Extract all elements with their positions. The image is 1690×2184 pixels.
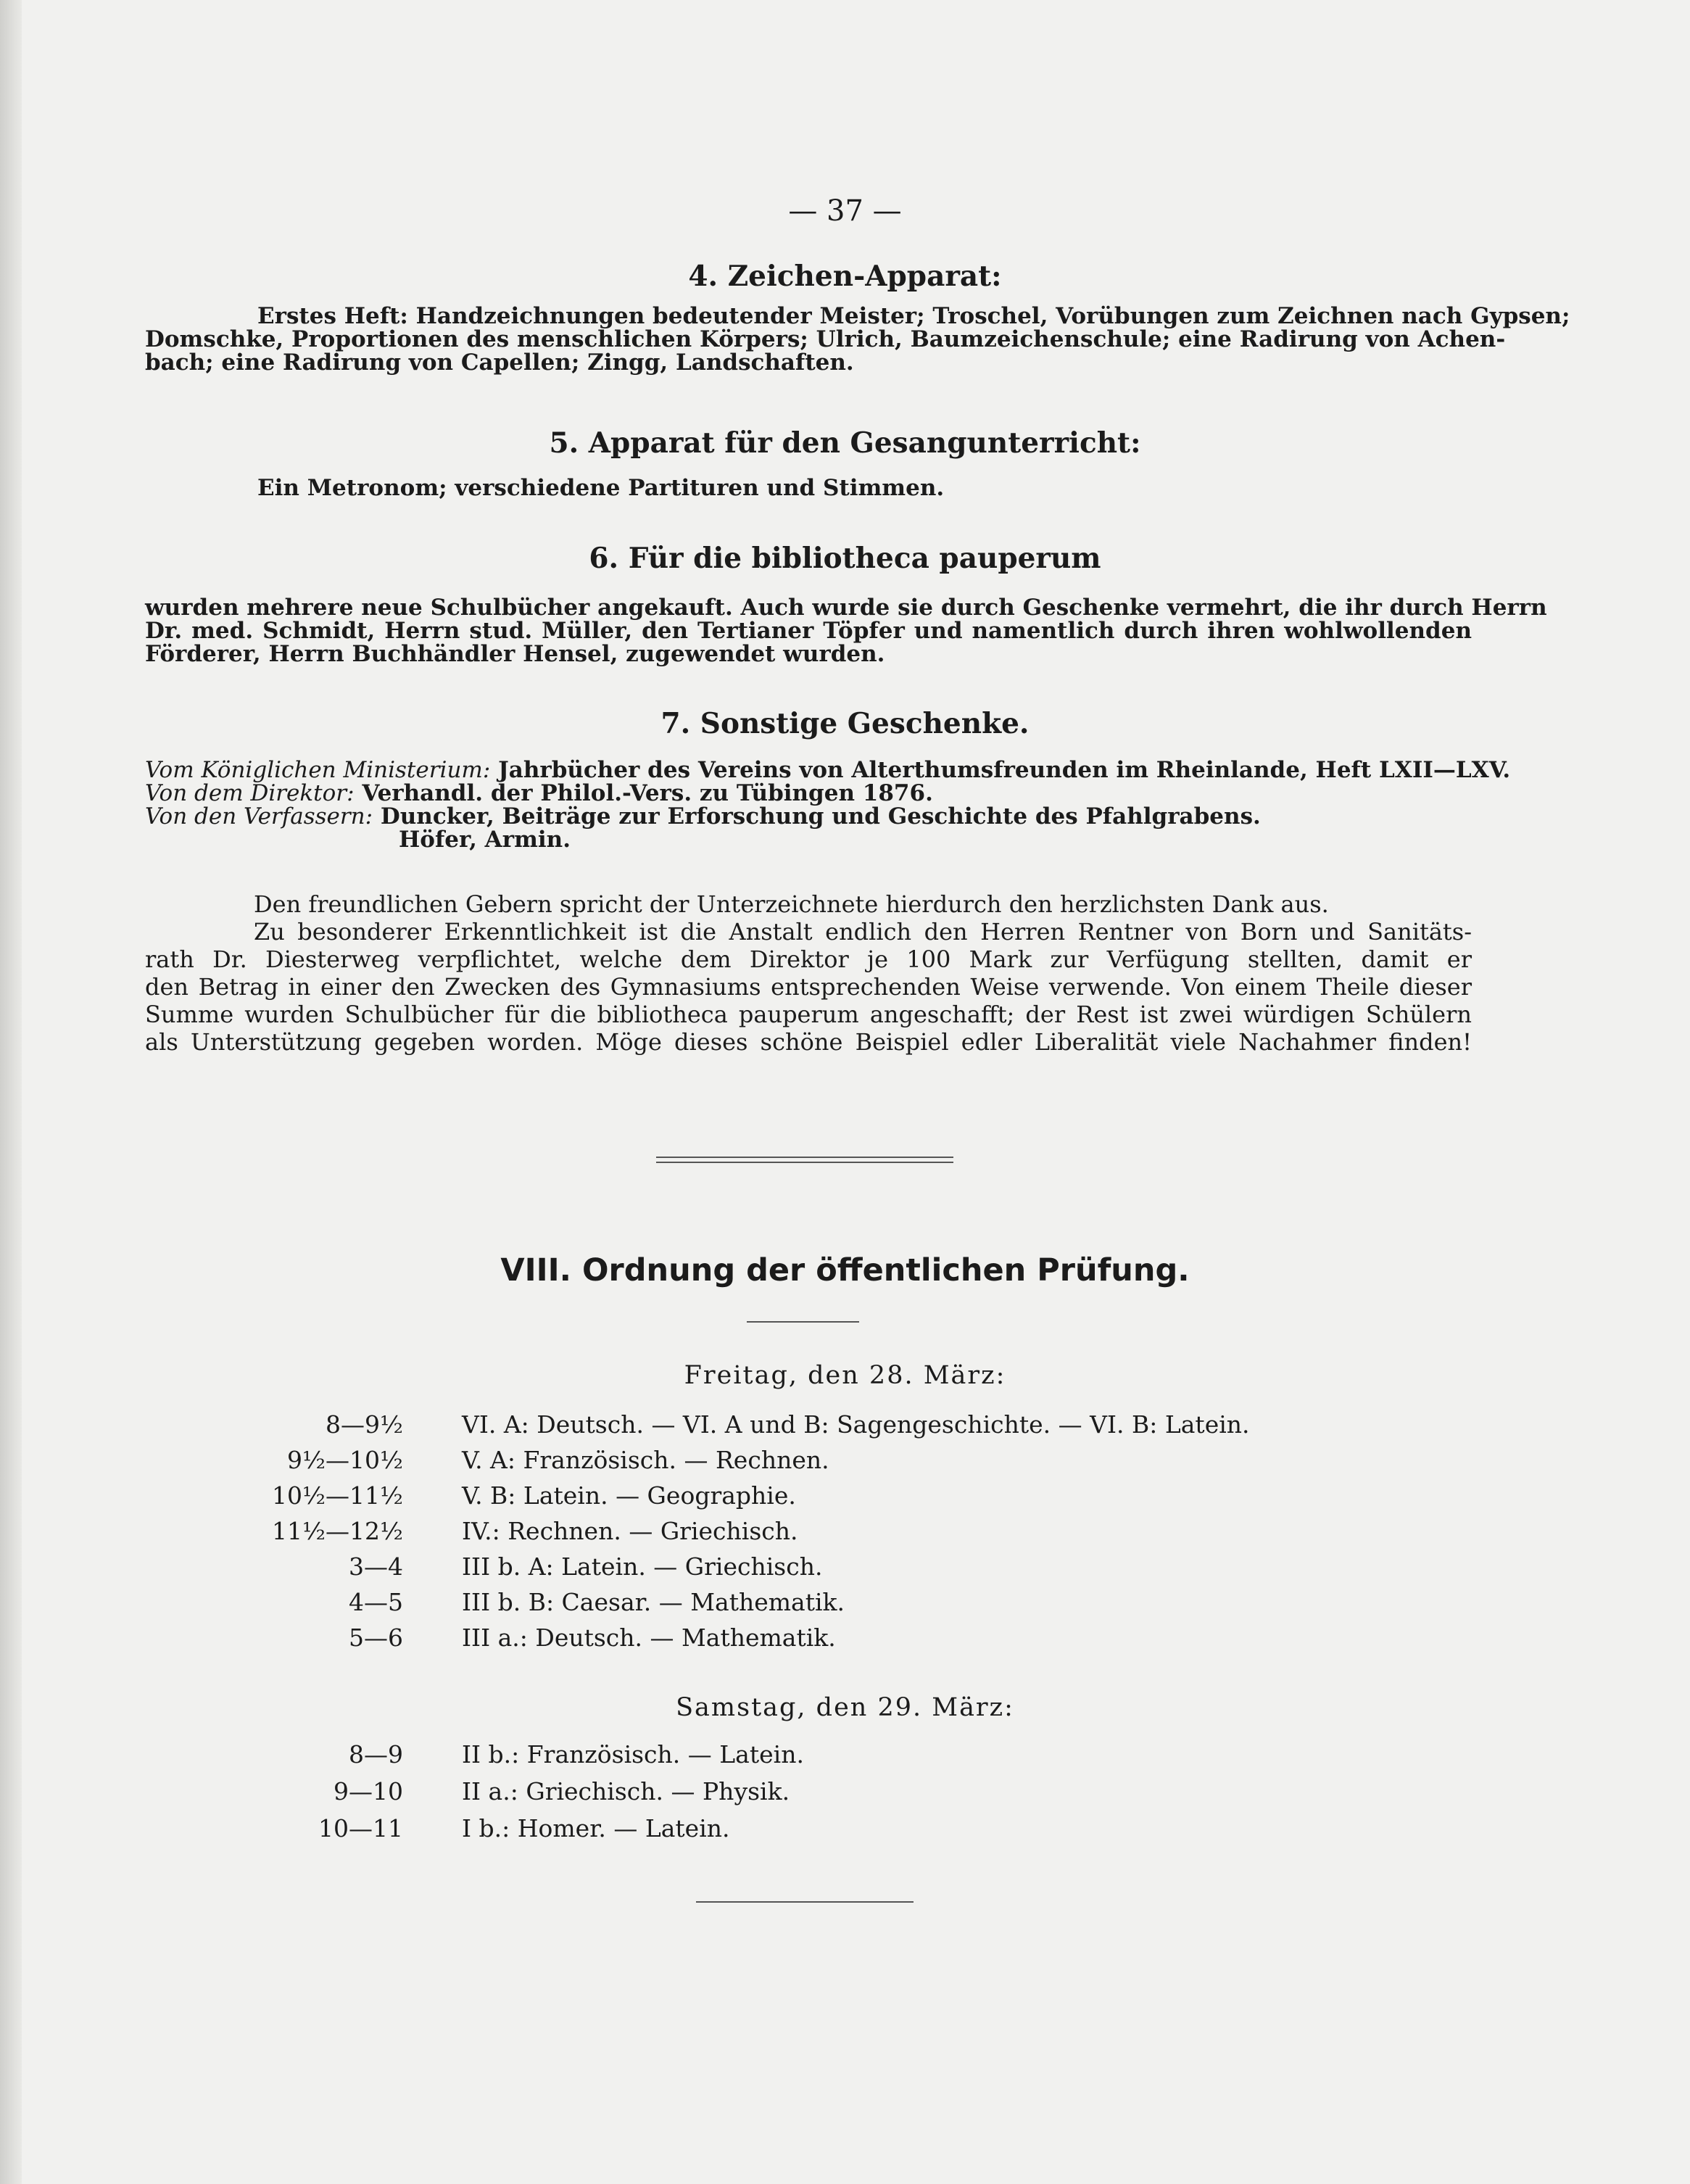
schedule-time: 4—5 xyxy=(349,1588,403,1616)
gift-text: Duncker, Beiträge zur Erforschung und Geschichte des Pfahlgrabens. xyxy=(380,803,1261,830)
schedule-row xyxy=(0,1410,1690,1446)
bibliotheca-line-2: Dr. med. Schmidt, Herrn stud. Müller, den Tertianer Töpfer und namentlich durch ihren wohlwollenden xyxy=(145,618,1472,644)
gift-entry xyxy=(145,782,1472,805)
schedule-time: 3—4 xyxy=(349,1552,403,1581)
schedule-time: 9½—10½ xyxy=(287,1446,403,1474)
closing-line-6: als Unterstützung gegeben worden. Möge dieses schöne Beispiel edler Liberalität viele Nachahmer finden! xyxy=(145,1028,1472,1056)
schedule-time: 10—11 xyxy=(318,1814,403,1842)
separator-rule-top xyxy=(656,1157,953,1158)
schedule-row xyxy=(0,1740,1690,1776)
section-zeichen-title: 4. Zeichen-Apparat: xyxy=(688,260,1002,293)
gift-continuation: Höfer, Armin. xyxy=(399,827,571,853)
closing-line-5: Summe wurden Schulbücher für die bibliotheca pauperum angeschafft; der Rest ist zwei würdigen Schülern xyxy=(145,1001,1472,1028)
schedule-subjects: V. A: Französisch. — Rechnen. xyxy=(462,1446,829,1474)
closing-line-3: rath Dr. Diesterweg verpflichtet, welche dem Direktor je 100 Mark zur Verfügung stellten, damit er xyxy=(145,946,1472,973)
bibliotheca-line-3: Förderer, Herrn Buchhändler Hensel, zugewendet wurden. xyxy=(145,641,885,667)
schedule-time: 11½—12½ xyxy=(272,1517,403,1545)
schedule-row xyxy=(0,1446,1690,1481)
scan-page-edge xyxy=(0,0,22,2184)
schedule-time: 10½—11½ xyxy=(272,1481,403,1510)
separator-rule-bottom xyxy=(656,1162,953,1163)
day-heading-saturday: Samstag, den 29. März: xyxy=(676,1693,1014,1722)
section-zeichen-text xyxy=(145,303,1570,376)
closing-line-2: Zu besonderer Erkenntlichkeit ist die Anstalt endlich den Herren Rentner von Born und Sanitäts- xyxy=(254,918,1472,946)
gift-source: Von den Verfassern: xyxy=(145,803,373,830)
schedule-subjects: II a.: Griechisch. — Physik. xyxy=(462,1777,790,1805)
zeichen-line-3: bach; eine Radirung von Capellen; Zingg, Landschaften. xyxy=(145,349,854,376)
schedule-row xyxy=(0,1481,1690,1517)
closing-line-1: Den freundlichen Gebern spricht der Unterzeichnete hierdurch den herzlichsten Dank aus. xyxy=(254,890,1329,918)
page-number: — 37 — xyxy=(788,194,902,228)
section-gesang-text: Ein Metronom; verschiedene Partituren und Stimmen. xyxy=(257,475,945,501)
closing-text xyxy=(145,890,1472,1056)
schedule-row xyxy=(0,1552,1690,1588)
schedule-row xyxy=(0,1588,1690,1623)
gift-text: Verhandl. der Philol.-Vers. zu Tübingen 1876. xyxy=(362,780,933,806)
gift-text: Jahrbücher des Vereins von Alterthumsfreunden im Rheinlande, Heft LXII—LXV. xyxy=(498,757,1511,783)
closing-rule xyxy=(696,1901,914,1903)
title-underline xyxy=(747,1321,859,1323)
schedule-row xyxy=(0,1517,1690,1552)
exam-title: VIII. Ordnung der öffentlichen Prüfung. xyxy=(500,1252,1190,1289)
schedule-row xyxy=(0,1777,1690,1813)
gift-source: Vom Königlichen Ministerium: xyxy=(145,757,491,783)
closing-line-4: den Betrag in einer den Zwecken des Gymnasiums entsprechenden Weise verwende. Von einem Theile dieser xyxy=(145,973,1472,1001)
zeichen-line-1: Erstes Heft: Handzeichnungen bedeutender Meister; Troschel, Vorübungen zum Zeichnen nach Gypsen; xyxy=(257,303,1570,329)
schedule-subjects: I b.: Homer. — Latein. xyxy=(462,1814,730,1842)
zeichen-line-2: Domschke, Proportionen des menschlichen Körpers; Ulrich, Baumzeichenschule; eine Radirung von Achen- xyxy=(145,326,1506,352)
schedule-subjects: III b. A: Latein. — Griechisch. xyxy=(462,1552,823,1581)
section-bibliotheca-text xyxy=(145,595,1547,667)
schedule-row xyxy=(0,1814,1690,1850)
schedule-subjects: II b.: Französisch. — Latein. xyxy=(462,1740,804,1769)
section-bibliotheca-title: 6. Für die bibliotheca pauperum xyxy=(589,542,1101,575)
schedule-subjects: V. B: Latein. — Geographie. xyxy=(462,1481,796,1510)
schedule-time: 5—6 xyxy=(349,1623,403,1652)
section-geschenke-title: 7. Sonstige Geschenke. xyxy=(660,707,1030,740)
schedule-time: 9—10 xyxy=(334,1777,403,1805)
schedule-subjects: IV.: Rechnen. — Griechisch. xyxy=(462,1517,798,1545)
gift-source: Von dem Direktor: xyxy=(145,780,355,806)
bibliotheca-line-1: wurden mehrere neue Schulbücher angekauft. Auch wurde sie durch Geschenke vermehrt, die ihr durch Herrn xyxy=(145,595,1547,621)
schedule-row xyxy=(0,1623,1690,1659)
schedule-time: 8—9 xyxy=(349,1740,403,1769)
gift-entry xyxy=(145,805,1472,828)
schedule-subjects: III a.: Deutsch. — Mathematik. xyxy=(462,1623,836,1652)
schedule-subjects: III b. B: Caesar. — Mathematik. xyxy=(462,1588,845,1616)
day-heading-friday: Freitag, den 28. März: xyxy=(684,1361,1006,1390)
section-gesang-title: 5. Apparat für den Gesangunterricht: xyxy=(549,426,1141,460)
gift-entry xyxy=(145,757,1511,783)
schedule-subjects: VI. A: Deutsch. — VI. A und B: Sagengeschichte. — VI. B: Latein. xyxy=(462,1410,1250,1439)
schedule-time: 8—9½ xyxy=(326,1410,403,1439)
section-geschenke-list xyxy=(145,757,1511,853)
